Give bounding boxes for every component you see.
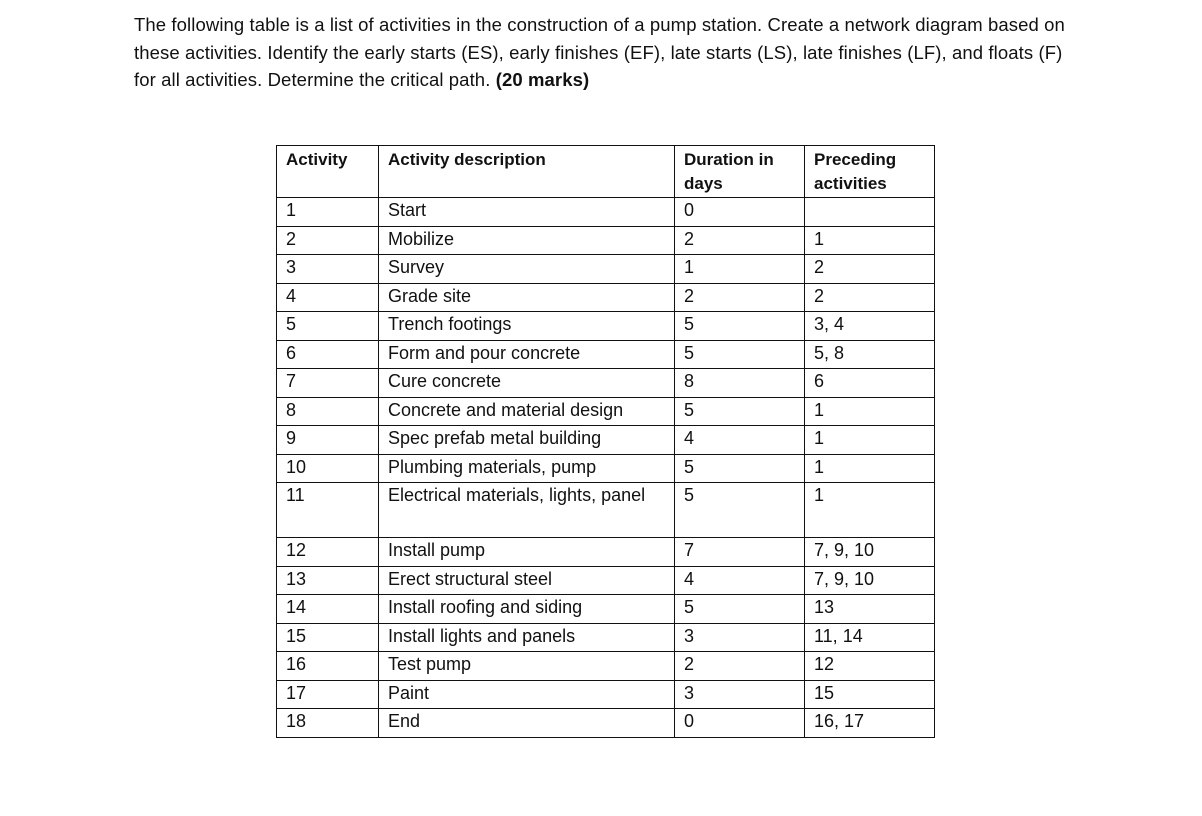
cell-duration: 0 xyxy=(675,198,805,227)
cell-duration: 7 xyxy=(675,538,805,567)
table-row xyxy=(277,680,935,709)
cell-description: Install pump xyxy=(379,538,675,567)
cell-activity: 14 xyxy=(277,595,379,624)
cell-activity: 15 xyxy=(277,623,379,652)
cell-preceding: 1 xyxy=(805,226,935,255)
cell-duration: 3 xyxy=(675,623,805,652)
cell-activity: 8 xyxy=(277,397,379,426)
cell-preceding: 5, 8 xyxy=(805,340,935,369)
table-row xyxy=(277,652,935,681)
cell-description: Plumbing materials, pump xyxy=(379,454,675,483)
cell-activity: 4 xyxy=(277,283,379,312)
table-row xyxy=(277,397,935,426)
cell-description: Electrical materials, lights, panel xyxy=(379,483,675,538)
cell-preceding: 12 xyxy=(805,652,935,681)
table-row xyxy=(277,283,935,312)
table-row xyxy=(277,623,935,652)
cell-activity: 11 xyxy=(277,483,379,538)
cell-duration: 5 xyxy=(675,483,805,538)
cell-description: Install lights and panels xyxy=(379,623,675,652)
table-row xyxy=(277,226,935,255)
table-row xyxy=(277,454,935,483)
cell-description: Survey xyxy=(379,255,675,284)
activities-table xyxy=(276,145,935,738)
cell-duration: 0 xyxy=(675,709,805,738)
cell-activity: 7 xyxy=(277,369,379,398)
table-row xyxy=(277,483,935,538)
header-duration: Duration in days xyxy=(675,146,805,198)
cell-activity: 13 xyxy=(277,566,379,595)
table-row xyxy=(277,369,935,398)
cell-preceding: 16, 17 xyxy=(805,709,935,738)
cell-activity: 2 xyxy=(277,226,379,255)
cell-activity: 3 xyxy=(277,255,379,284)
cell-duration: 8 xyxy=(675,369,805,398)
cell-activity: 12 xyxy=(277,538,379,567)
cell-duration: 3 xyxy=(675,680,805,709)
cell-preceding: 1 xyxy=(805,397,935,426)
question-marks: (20 marks) xyxy=(495,69,590,90)
table-header-row xyxy=(277,146,935,198)
cell-activity: 9 xyxy=(277,426,379,455)
table-row xyxy=(277,566,935,595)
cell-description: Trench footings xyxy=(379,312,675,341)
cell-description: Grade site xyxy=(379,283,675,312)
cell-preceding: 1 xyxy=(805,426,935,455)
cell-duration: 2 xyxy=(675,283,805,312)
cell-description: Install roofing and siding xyxy=(379,595,675,624)
cell-activity: 10 xyxy=(277,454,379,483)
header-description: Activity description xyxy=(379,146,675,198)
header-preceding: Preceding activities xyxy=(805,146,935,198)
table-row xyxy=(277,198,935,227)
cell-duration: 5 xyxy=(675,397,805,426)
cell-preceding xyxy=(805,198,935,227)
cell-preceding: 13 xyxy=(805,595,935,624)
cell-duration: 1 xyxy=(675,255,805,284)
cell-preceding: 2 xyxy=(805,283,935,312)
cell-duration: 4 xyxy=(675,566,805,595)
cell-description: Mobilize xyxy=(379,226,675,255)
cell-preceding: 6 xyxy=(805,369,935,398)
cell-preceding: 1 xyxy=(805,483,935,538)
cell-preceding: 2 xyxy=(805,255,935,284)
cell-preceding: 7, 9, 10 xyxy=(805,566,935,595)
table-row xyxy=(277,340,935,369)
cell-activity: 18 xyxy=(277,709,379,738)
cell-duration: 5 xyxy=(675,312,805,341)
table-row xyxy=(277,312,935,341)
cell-activity: 1 xyxy=(277,198,379,227)
question-text xyxy=(134,11,1074,94)
cell-duration: 5 xyxy=(675,595,805,624)
header-activity: Activity xyxy=(277,146,379,198)
cell-description: Cure concrete xyxy=(379,369,675,398)
cell-description: End xyxy=(379,709,675,738)
table-row xyxy=(277,255,935,284)
cell-duration: 4 xyxy=(675,426,805,455)
table-row xyxy=(277,538,935,567)
cell-preceding: 7, 9, 10 xyxy=(805,538,935,567)
cell-activity: 6 xyxy=(277,340,379,369)
cell-description: Test pump xyxy=(379,652,675,681)
cell-description: Start xyxy=(379,198,675,227)
table-row xyxy=(277,595,935,624)
cell-activity: 5 xyxy=(277,312,379,341)
cell-description: Paint xyxy=(379,680,675,709)
cell-duration: 5 xyxy=(675,454,805,483)
cell-description: Form and pour concrete xyxy=(379,340,675,369)
cell-preceding: 1 xyxy=(805,454,935,483)
table-row xyxy=(277,709,935,738)
cell-description: Erect structural steel xyxy=(379,566,675,595)
cell-duration: 2 xyxy=(675,652,805,681)
cell-duration: 2 xyxy=(675,226,805,255)
cell-description: Spec prefab metal building xyxy=(379,426,675,455)
question-body: The following table is a list of activities in the construction of a pump station. Create a network diagram based on these activities. Identify the early starts (ES), early finishes (EF), late starts (LS), late finishes (LF), and floats (F) for all activities. Determine the critical path. xyxy=(134,14,1065,90)
cell-description: Concrete and material design xyxy=(379,397,675,426)
cell-activity: 17 xyxy=(277,680,379,709)
cell-preceding: 3, 4 xyxy=(805,312,935,341)
cell-duration: 5 xyxy=(675,340,805,369)
cell-preceding: 15 xyxy=(805,680,935,709)
table-row xyxy=(277,426,935,455)
cell-preceding: 11, 14 xyxy=(805,623,935,652)
cell-activity: 16 xyxy=(277,652,379,681)
